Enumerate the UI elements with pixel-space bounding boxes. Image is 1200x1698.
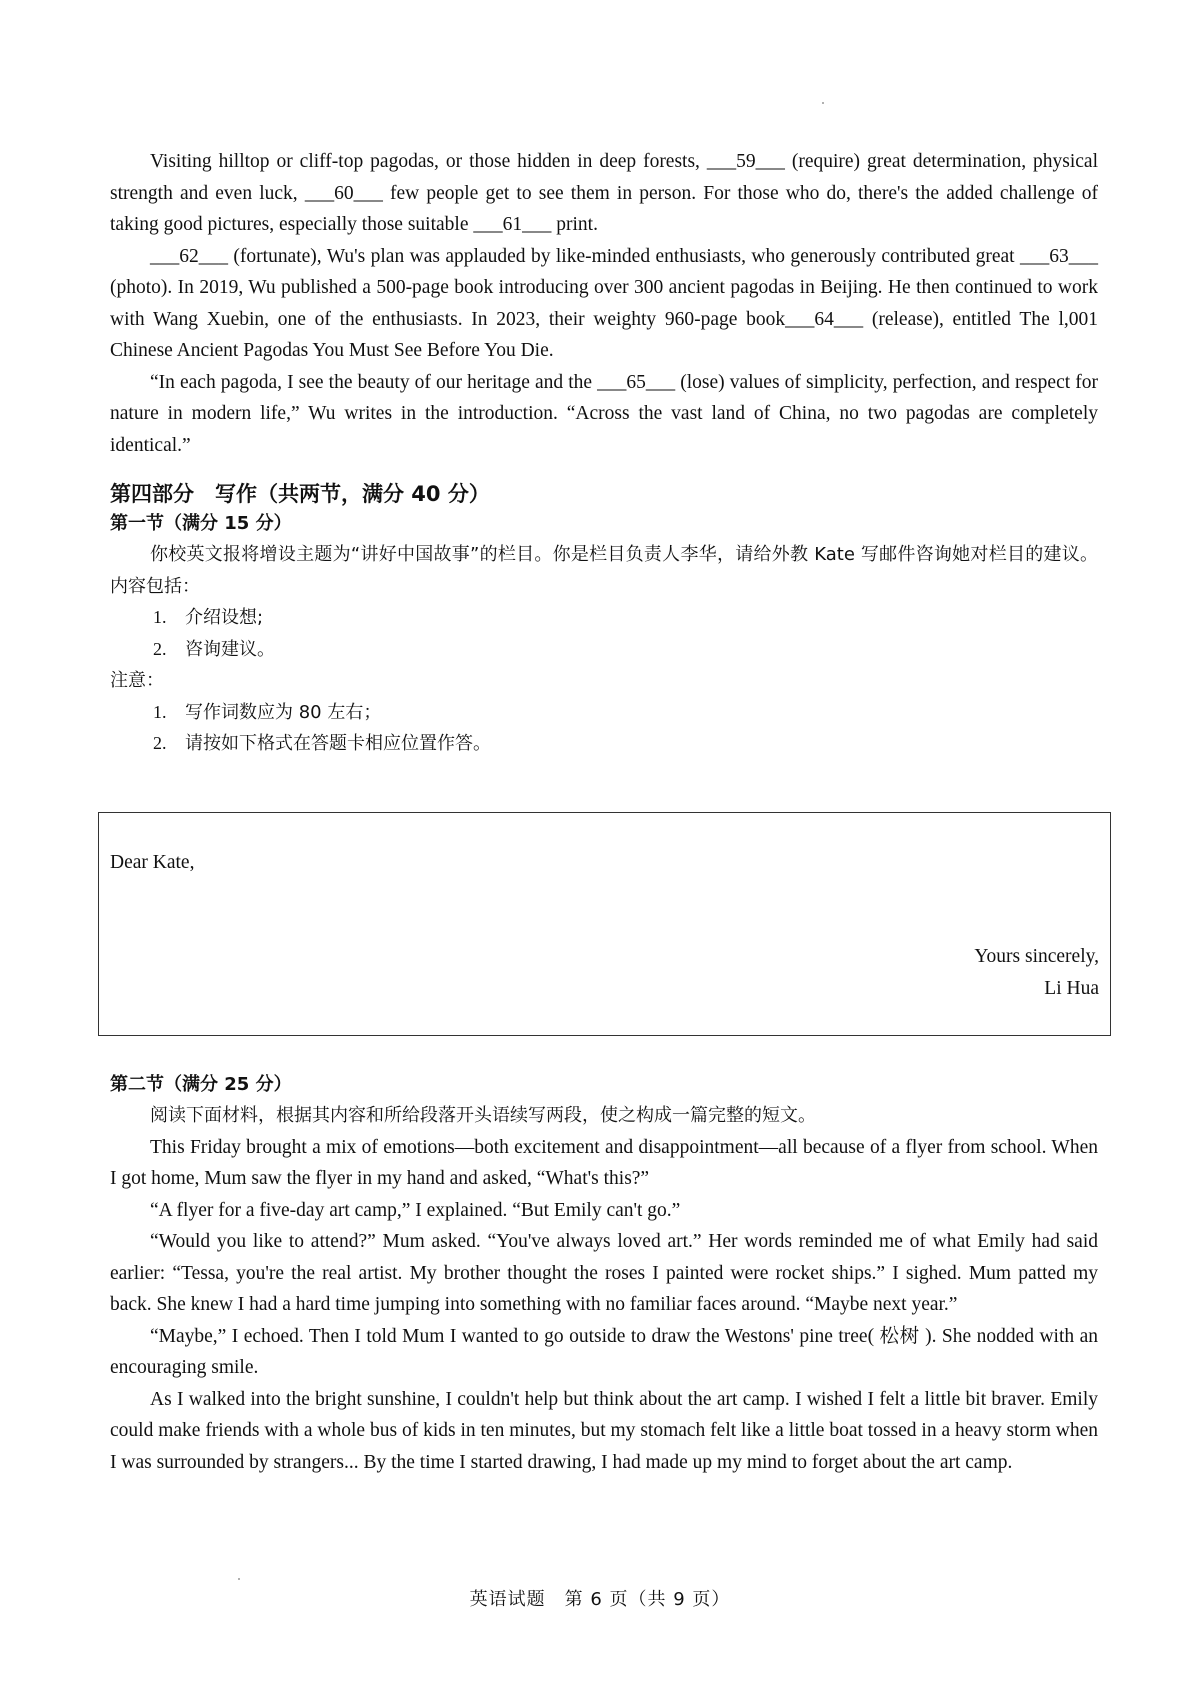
note-item: 1. 写作词数应为 80 左右； — [153, 701, 382, 723]
scan-speck — [822, 102, 824, 104]
letter-closing — [974, 941, 1099, 1004]
section2-instruction: 阅读下面材料，根据其内容和所给段落开头语续写两段，使之构成一篇完整的短文。 — [150, 1105, 816, 1126]
section2-title: 第二节（满分 25 分） — [110, 1074, 292, 1095]
story-paragraph: “A flyer for a five-day art camp,” I explained. “But Emily can't go.” — [150, 1199, 681, 1221]
letter-greeting: Dear Kate, — [110, 852, 195, 873]
section1-prompt: 你校英文报将增设主题为“讲好中国故事”的栏目。你是栏目负责人李华，请给外教 Kate 写邮件咨询她对栏目的建议。内容包括： — [110, 544, 1098, 597]
letter-format-box — [98, 812, 1111, 1036]
letter-closing-line: Yours sincerely, — [974, 946, 1099, 967]
letter-signature: Li Hua — [1044, 977, 1099, 999]
story-paragraph: “Would you like to attend?” Mum asked. “You've always loved art.” Her words reminded me of what Emily had said earlier: “Tessa, you're the real artist. My brother thought the roses I painted were rocket ships.” I sighed. Mum patted my back. She knew I had a hard time jumping into something with no familiar faces around. “Maybe next year.” — [110, 1231, 1098, 1315]
passage-paragraph: Visiting hilltop or cliff-top pagodas, or those hidden in deep forests, ___59___ (require) great determination, physical strength and even luck, ___60___ few people get to see them in person. For those who do, there's the added challenge of taking good pictures, especially those suitable ___61___ print. — [110, 151, 1098, 235]
content-point: 2. 咨询建议。 — [153, 638, 275, 660]
section1-title: 第一节（满分 15 分） — [110, 513, 292, 534]
page-footer: 英语试题 第 6 页（共 9 页） — [469, 1589, 731, 1610]
notes-label: 注意： — [110, 670, 164, 691]
content-point: 1. 介绍设想; — [153, 607, 264, 628]
part-title: 第四部分 写作（共两节，满分 40 分） — [110, 482, 490, 506]
section2 — [110, 1070, 1098, 1478]
story-paragraph: “Maybe,” I echoed. Then I told Mum I wanted to go outside to draw the Westons' pine tree( 松树 ). She nodded with an encouraging smile. — [110, 1325, 1098, 1378]
scan-speck — [238, 1578, 240, 1580]
note-item: 2. 请按如下格式在答题卡相应位置作答。 — [153, 733, 491, 754]
passage-paragraph: “In each pagoda, I see the beauty of our heritage and the ___65___ (lose) values of simplicity, perfection, and respect for nature in modern life,” Wu writes in the introduction. “Across the vast land of China, no two pagodas are completely identical.” — [110, 371, 1098, 456]
story-paragraph: As I walked into the bright sunshine, I couldn't help but think about the art camp. I wished I felt a little bit braver. Emily could make friends with a whole bus of kids in ten minutes, but my stomach felt like a little boat tossed in a heavy storm when I was surrounded by strangers... By the time I started drawing, I had made up my mind to forget about the art camp. — [110, 1388, 1098, 1473]
passage-paragraph: ___62___ (fortunate), Wu's plan was applauded by like-minded enthusiasts, who generously contributed great ___63___ (photo). In 2019, Wu published a 500-page book introducing over 300 ancient pagodas in Beijing. He then continued to work with Wang Xuebin, one of the enthusiasts. In 2023, their weighty 960-page book___64___ (release), entitled The l,001 Chinese Ancient Pagodas You Must See Before You Die. — [110, 245, 1098, 361]
story-paragraph: This Friday brought a mix of emotions—both excitement and disappointment—all because of a flyer from school. When I got home, Mum saw the flyer in my hand and asked, “What's this?” — [110, 1136, 1098, 1189]
reading-passage — [110, 146, 1098, 760]
